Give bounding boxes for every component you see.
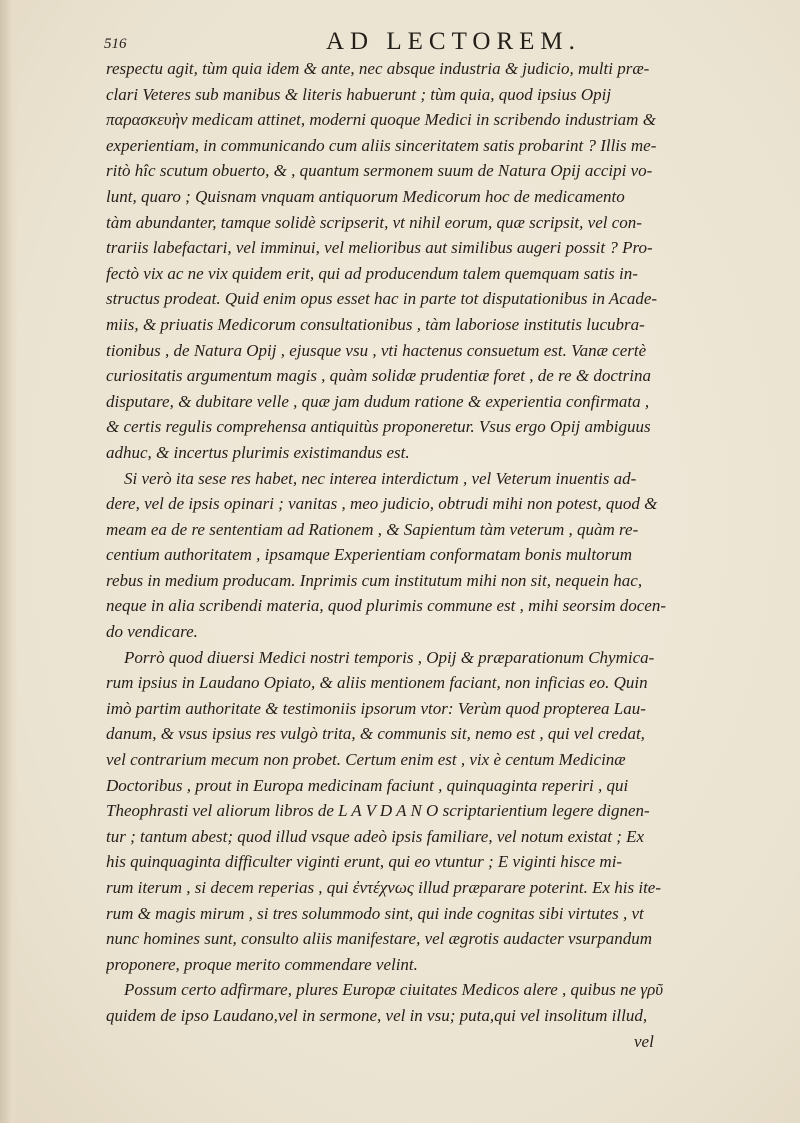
paragraph xyxy=(106,56,794,466)
page-number: 516 xyxy=(104,36,127,52)
text-line: his quinquaginta difficulter viginti erunt, qui eo vtuntur ; E viginti hisce mi- xyxy=(106,852,623,872)
text-line: tionibus , de Natura Opij , ejusque vsu , vti hactenus consuetum est. Vanæ certè xyxy=(106,340,647,360)
text-line: disputare, & dubitare velle , quæ jam dudum ratione & experientia confirmata , xyxy=(106,391,650,411)
paragraph xyxy=(106,977,794,1054)
paragraph xyxy=(106,466,794,645)
text-line: Porrò quod diuersi Medici nostri temporis , Opij & præparationum Chymica- xyxy=(124,647,655,667)
text-line: trariis labefactari, vel imminui, vel melioribus aut similibus augeri possit ? Pro- xyxy=(106,238,653,258)
text-line: tàm abundanter, tamque solidè scripserit, vt nihil eorum, quæ scripsit, vel con- xyxy=(106,212,642,232)
text-line: παρασκευὴν medicam attinet, moderni quoque Medici in scribendo industriam & xyxy=(106,110,656,130)
text-line: rum & magis mirum , si tres solummodo sint, qui inde cognitas sibi virtutes , vt xyxy=(106,903,644,923)
text-line: Si verò ita sese res habet, nec interea interdictum , vel Veterum inuentis ad- xyxy=(124,468,637,488)
text-line: rum ipsius in Laudano Opiato, & aliis mentionem faciant, non inficias eo. Quin xyxy=(106,673,648,693)
catchword: vel xyxy=(634,1031,654,1051)
text-line: ritò hîc scutum obuerto, & , quantum sermonem suum de Natura Opij accipi vo- xyxy=(106,161,653,181)
text-line: danum, & vsus ipsius res vulgò trita, & communis sit, nemo est , qui vel credat, xyxy=(106,724,645,744)
text-line: vel contrarium mecum non probet. Certum enim est , vix è centum Medicinæ xyxy=(106,750,626,770)
text-line: quidem de ipso Laudano,vel in sermone, vel in vsu; puta,qui vel insolitum illud, xyxy=(106,1005,648,1025)
text-line: miis, & priuatis Medicorum consultationibus , tàm laboriose institutis lucubra- xyxy=(106,314,645,334)
text-line: lunt, quaro ; Quisnam vnquam antiquorum Medicorum hoc de medicamento xyxy=(106,186,625,206)
text-line: nunc homines sunt, consulto aliis manifestare, vel ægrotis audacter vsurpandum xyxy=(106,929,653,949)
text-line: curiositatis argumentum magis , quàm solidæ prudentiæ foret , de re & doctrina xyxy=(106,366,651,386)
text-line: rebus in medium producam. Inprimis cum institutum mihi non sit, nequein hac, xyxy=(106,570,643,590)
text-line: proponere, proque merito commendare velint. xyxy=(106,954,418,974)
paragraph xyxy=(106,645,794,978)
text-line: neque in alia scribendi materia, quod plurimis commune est , mihi seorsim docen- xyxy=(106,596,666,616)
text-line: dere, vel de ipsis opinari ; vanitas , meo judicio, obtrudi mihi non potest, quod & xyxy=(106,494,658,514)
text-line: tur ; tantum abest; quod illud vsque adeò ipsis familiare, vel notum existat ; Ex xyxy=(106,826,645,846)
text-line: experientiam, in communicando cum aliis sinceritatem satis probarint ? Illis me- xyxy=(106,135,657,155)
page-header xyxy=(104,28,794,58)
text-line: Theophrasti vel aliorum libros de L A V D A N O scriptarientium legere dignen- xyxy=(106,801,650,821)
page-gutter-shadow xyxy=(0,0,18,1123)
text-line: imò partim authoritate & testimoniis ipsorum vtor: Verùm quod propterea Lau- xyxy=(106,698,646,718)
text-line: clari Veteres sub manibus & literis habuerunt ; tùm quia, quod ipsius Opij xyxy=(106,84,612,104)
body-text xyxy=(106,56,794,1054)
text-line: do vendicare. xyxy=(106,622,198,642)
text-line: Possum certo adfirmare, plures Europæ ciuitates Medicos alere , quibus ne γρῦ xyxy=(124,980,664,1000)
text-line: fectò vix ac ne vix quidem erit, qui ad producendum talem quemquam satis in- xyxy=(106,263,638,283)
text-line: centium authoritatem , ipsamque Experientiam conformatam bonis multorum xyxy=(106,545,633,565)
text-line: rum iterum , si decem reperias , qui ἐντέχνως illud præparare poterint. Ex his ite- xyxy=(106,878,662,897)
running-head: AD LECTOREM. xyxy=(326,28,581,55)
text-line: structus prodeat. Quid enim opus esset hac in parte tot disputationibus in Acade- xyxy=(106,289,658,309)
text-line: adhuc, & incertus plurimis existimandus est. xyxy=(106,442,410,462)
text-line: meam ea de re sententiam ad Rationem , & Sapientum tàm veterum , quàm re- xyxy=(106,519,639,539)
text-line: Doctoribus , prout in Europa medicinam faciunt , quinquaginta reperiri , qui xyxy=(106,775,629,795)
text-line: & certis regulis comprehensa antiquitùs proponeretur. Vsus ergo Opij ambiguus xyxy=(106,417,651,437)
text-line: respectu agit, tùm quia idem & ante, nec absque industria & judicio, multi præ- xyxy=(106,59,650,78)
